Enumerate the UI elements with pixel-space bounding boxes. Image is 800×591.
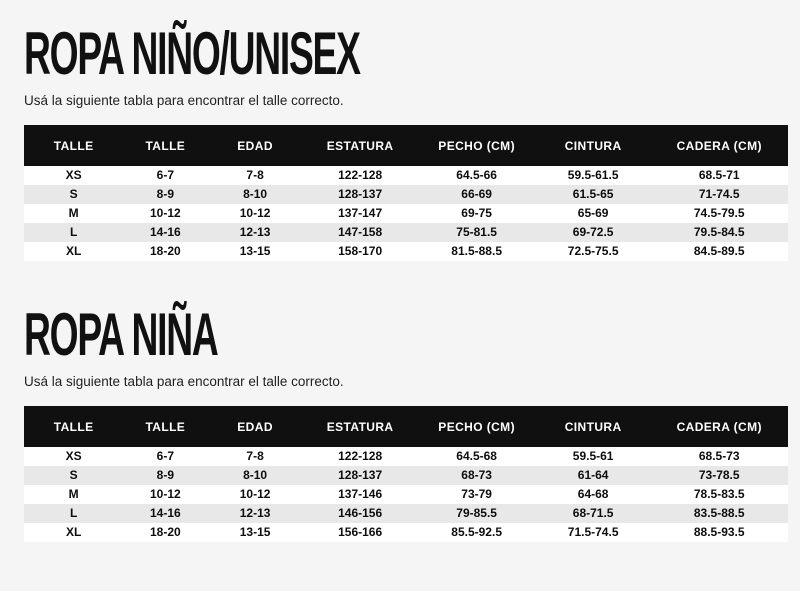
table-cell: 13-15	[239, 525, 271, 540]
column-header: CADERA (CM)	[676, 138, 762, 153]
table-cell: 18-20	[149, 525, 181, 540]
size-table-header	[24, 125, 788, 166]
table-cell: 79-85.5	[456, 506, 497, 521]
column-header: TALLE	[53, 138, 94, 153]
table-cell: 84.5-89.5	[693, 244, 745, 259]
header-row	[24, 406, 788, 447]
table-cell: 8-9	[156, 187, 174, 202]
table-cell: 156-166	[338, 525, 383, 540]
table-cell: 68.5-73	[698, 449, 740, 464]
table-cell: 68-73	[461, 468, 492, 483]
table-cell: 72.5-75.5	[567, 244, 619, 259]
section-subtitle: Usá la siguiente tabla para encontrar el talle correcto.	[24, 374, 344, 390]
table-cell: 8-10	[243, 187, 268, 202]
table-cell: 59.5-61	[572, 449, 614, 464]
column-header: CINTURA	[564, 419, 622, 434]
table-cell: S	[69, 468, 78, 483]
column-header: TALLE	[145, 138, 186, 153]
table-cell: 146-156	[338, 506, 383, 521]
table-cell: 83.5-88.5	[693, 506, 745, 521]
header-row	[24, 125, 788, 166]
table-cell: 12-13	[239, 225, 271, 240]
table-cell: 74.5-79.5	[693, 206, 745, 221]
table-cell: 8-9	[156, 468, 174, 483]
table-row	[24, 204, 788, 223]
table-cell: 122-128	[338, 449, 383, 464]
table-cell: 68.5-71	[698, 168, 740, 183]
table-cell: 64.5-66	[456, 168, 497, 183]
page-title: ROPA NIÑO/UNISEX	[24, 20, 360, 87]
table-cell: 59.5-61.5	[567, 168, 619, 183]
table-cell: XS	[65, 449, 82, 464]
table-cell: 7-8	[246, 449, 264, 464]
table-cell: 10-12	[149, 206, 181, 221]
table-cell: M	[68, 487, 79, 502]
table-cell: 8-10	[243, 468, 268, 483]
table-cell: M	[68, 206, 79, 221]
table-cell: 71.5-74.5	[567, 525, 619, 540]
table-cell: 65-69	[577, 206, 609, 221]
table-cell: 79.5-84.5	[693, 225, 745, 240]
table-cell: 10-12	[149, 487, 181, 502]
table-cell: XL	[65, 244, 82, 259]
column-header: CADERA (CM)	[676, 419, 762, 434]
table-cell: 75-81.5	[456, 225, 497, 240]
column-header: TALLE	[145, 419, 186, 434]
table-row	[24, 242, 788, 261]
table-cell: 6-7	[156, 449, 174, 464]
table-cell: 6-7	[156, 168, 174, 183]
table-row	[24, 466, 788, 485]
table-cell: 69-72.5	[572, 225, 614, 240]
table-cell: 18-20	[149, 244, 181, 259]
table-cell: 66-69	[461, 187, 492, 202]
table-cell: 147-158	[338, 225, 383, 240]
table-row	[24, 523, 788, 542]
column-header: PECHO (CM)	[438, 419, 515, 434]
page-title: ROPA NIÑA	[24, 301, 218, 369]
size-table-nino-unisex	[24, 125, 788, 261]
table-cell: L	[69, 506, 78, 521]
table-cell: L	[69, 225, 78, 240]
table-cell: 85.5-92.5	[451, 525, 502, 540]
table-row	[24, 166, 788, 185]
table-cell: 13-15	[239, 244, 271, 259]
table-cell: 14-16	[149, 225, 181, 240]
table-cell: 14-16	[149, 506, 181, 521]
section-subtitle: Usá la siguiente tabla para encontrar el talle correcto.	[24, 93, 344, 109]
column-header: ESTATURA	[326, 138, 394, 153]
table-cell: 73-78.5	[698, 468, 740, 483]
table-row	[24, 223, 788, 242]
table-cell: 10-12	[239, 206, 271, 221]
table-row	[24, 185, 788, 204]
table-cell: 61.5-65	[572, 187, 614, 202]
table-cell: 137-146	[338, 487, 383, 502]
column-header: EDAD	[237, 138, 273, 153]
table-cell: 12-13	[239, 506, 271, 521]
table-cell: 122-128	[338, 168, 383, 183]
table-cell: 64.5-68	[456, 449, 497, 464]
table-row	[24, 447, 788, 466]
table-cell: 69-75	[461, 206, 492, 221]
column-header: ESTATURA	[326, 419, 394, 434]
section-ropa-nino-unisex	[24, 20, 788, 261]
size-table-body	[24, 166, 788, 261]
column-header: EDAD	[237, 419, 273, 434]
table-cell: 71-74.5	[698, 187, 740, 202]
table-cell: 64-68	[577, 487, 609, 502]
size-table-header	[24, 406, 788, 447]
table-cell: 158-170	[338, 244, 383, 259]
table-row	[24, 485, 788, 504]
table-cell: 128-137	[338, 187, 383, 202]
column-header: TALLE	[53, 419, 94, 434]
column-header: CINTURA	[564, 138, 622, 153]
table-cell: XS	[65, 168, 82, 183]
table-cell: 68-71.5	[572, 506, 614, 521]
table-cell: XL	[65, 525, 82, 540]
table-cell: 10-12	[239, 487, 271, 502]
table-cell: 73-79	[461, 487, 492, 502]
table-cell: 88.5-93.5	[693, 525, 745, 540]
table-cell: 81.5-88.5	[451, 244, 502, 259]
table-cell: 137-147	[338, 206, 383, 221]
table-cell: 78.5-83.5	[693, 487, 745, 502]
size-table-nina	[24, 406, 788, 542]
table-cell: 61-64	[577, 468, 609, 483]
table-cell: S	[69, 187, 78, 202]
table-cell: 7-8	[246, 168, 264, 183]
size-table-body	[24, 447, 788, 542]
table-row	[24, 504, 788, 523]
column-header: PECHO (CM)	[438, 138, 515, 153]
section-ropa-nina	[24, 301, 788, 542]
table-cell: 128-137	[338, 468, 383, 483]
